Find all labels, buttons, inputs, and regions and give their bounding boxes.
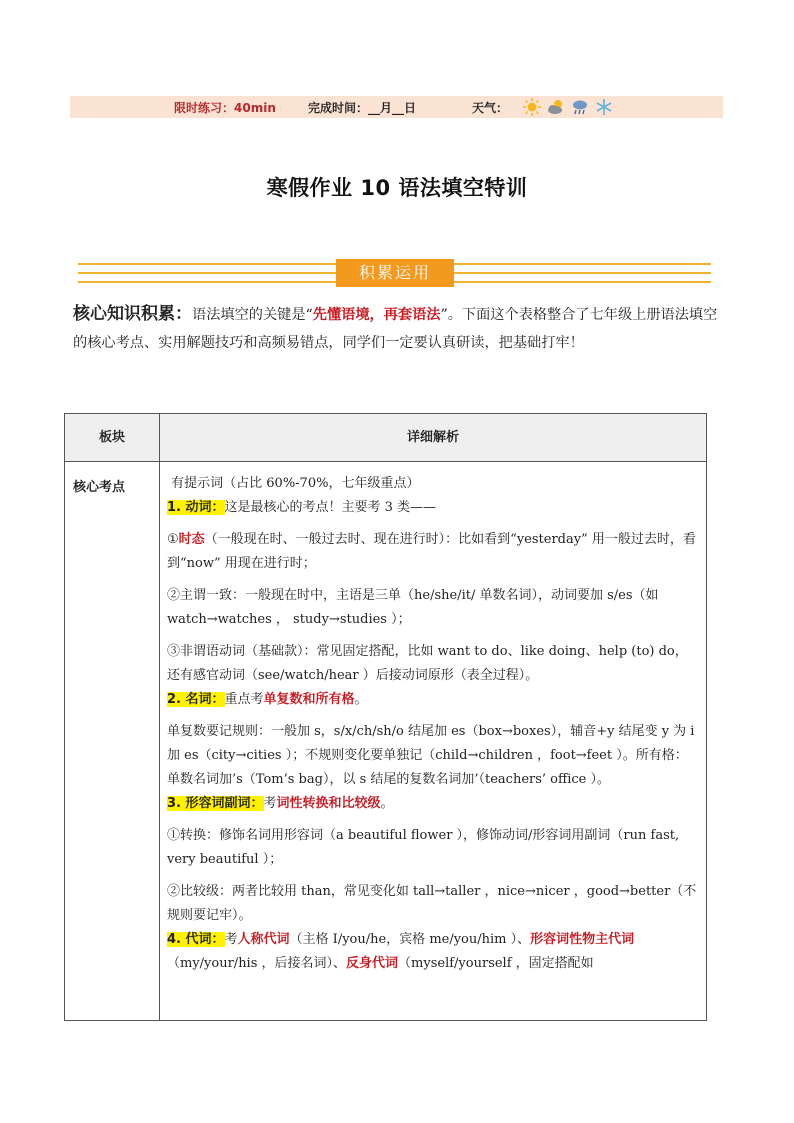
point-verbs	[167, 496, 699, 520]
snow-icon[interactable]	[594, 97, 614, 117]
knowledge-table	[64, 413, 707, 1021]
weather-label: 天气：	[472, 100, 509, 115]
row-content	[167, 472, 699, 976]
adj-highlight: 3. 形容词副词：	[167, 796, 264, 811]
pron-mid-2: （my/your/his ，后接名词）、	[167, 956, 347, 971]
header-col-section: 板块	[98, 430, 125, 445]
nouns-rules: 单复数要记规则：一般加 s，s/x/ch/sh/o 结尾加 es（box→boxes），辅音+y 结尾变 y 为 i 加 es（city→cities ）；不规则变化要单独记（child→children ，foot→feet ）。所有格：单数名词加’s（Tom’s bag），以 s 结尾的复数名词加’（teachers’ office ）。	[167, 724, 695, 787]
point-adjectives	[167, 792, 699, 816]
pron-red-1: 人称代词	[237, 932, 290, 947]
adj-end: 。	[380, 796, 394, 811]
verbs-item-2: ②主谓一致：一般现在时中，主语是三单（he/she/it/ 单数名词），动词要加 s/es（如 watch→watches ， study→studies ）；	[167, 588, 659, 627]
intro-text-1: 语法填空的关键是“	[192, 307, 313, 323]
verbs-text: 这是最核心的考点！主要考 3 类——	[224, 500, 437, 515]
nouns-end: 。	[354, 692, 368, 707]
point-pronouns	[167, 928, 699, 976]
point-nouns	[167, 688, 699, 712]
item-number: ①	[167, 532, 179, 547]
pron-red-2: 形容词性物主代词	[530, 932, 635, 947]
header-col-detail: 详细解析	[406, 430, 459, 445]
tense-red: 时态	[178, 532, 205, 547]
completion-date: 完成时间：__月__日	[308, 100, 417, 115]
adj-item-2: ②比较级：两者比较用 than，常见变化如 tall→taller ，nice→nicer ，good→better（不规则要记牢）。	[167, 884, 697, 923]
section-banner	[78, 258, 711, 288]
cloud-sun-icon[interactable]	[546, 97, 566, 117]
section-tag: 积累运用	[336, 259, 454, 287]
sun-icon[interactable]	[522, 97, 542, 117]
nouns-red: 单复数和所有格	[263, 692, 355, 707]
verbs-item-1	[167, 528, 699, 576]
pron-highlight: 4. 代词：	[167, 932, 225, 947]
nouns-pre: 重点考	[224, 692, 264, 707]
intro-text-2: ”。下面这个表格整合了七年级上册语法填空的核心考点、实用解题技巧和高频易错点，同学们一定要认真研读，把基础打牢！	[73, 307, 718, 351]
subheading-text: 有提示词（占比 60%-70%，七年级重点）	[171, 476, 420, 491]
pron-mid-1: （主格 I/you/he，宾格 me/you/him ）、	[289, 932, 531, 947]
intro-key-phrase: 先懂语境，再套语法	[312, 307, 441, 323]
tense-text: （一般现在时、一般过去时、现在进行时）：比如看到“yesterday” 用一般过去时，看到“now” 用现在进行时；	[167, 532, 696, 571]
adj-item-1: ①转换：修饰名词用形容词（a beautiful flower ），修饰动词/形容词用副词（run fast, very beautiful ）；	[167, 828, 680, 867]
row-label: 核心考点	[73, 480, 126, 495]
pron-end: （myself/yourself ，固定搭配如	[398, 956, 594, 971]
weather-icons	[522, 97, 614, 117]
time-limit: 限时练习：40min	[174, 100, 276, 115]
header-info-bar	[70, 96, 723, 118]
rain-icon[interactable]	[570, 97, 590, 117]
table-divider	[159, 414, 160, 1020]
intro-paragraph	[73, 300, 725, 357]
pron-red-3: 反身代词	[346, 956, 399, 971]
subheading	[167, 472, 699, 496]
pron-pre: 考	[224, 932, 238, 947]
verbs-highlight: 1. 动词：	[167, 500, 225, 515]
nouns-highlight: 2. 名词：	[167, 692, 225, 707]
intro-lead: 核心知识积累：	[73, 304, 192, 324]
verbs-item-3: ③非谓语动词（基础款）：常见固定搭配，比如 want to do、like doing、help (to) do，还有感官动词（see/watch/hear ）后接动词原形（表全过程）。	[167, 644, 688, 683]
adj-pre: 考	[263, 796, 277, 811]
adj-red: 词性转换和比较级	[276, 796, 381, 811]
page-title: 寒假作业 10 语法填空特训	[266, 176, 528, 200]
